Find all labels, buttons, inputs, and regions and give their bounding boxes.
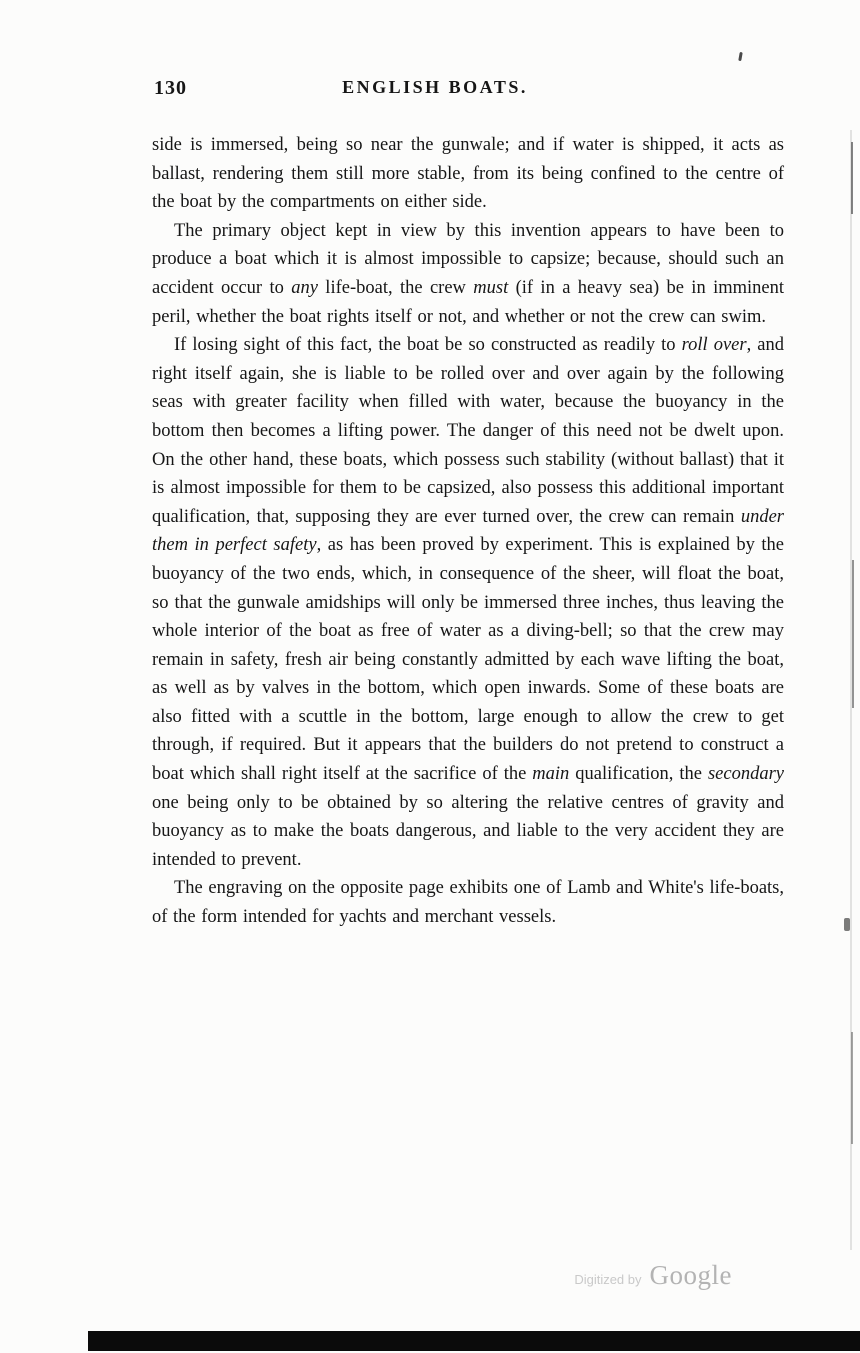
italic-text-run: roll over [681, 335, 747, 356]
scan-edge-mark-artifact [844, 918, 850, 931]
text-run: If losing sight of this fact, the boat be so constructed as readily to [174, 335, 682, 356]
text-run: one being only to be obtained by so altering the relative centres of gravity and buoyancy as to make the boats dangerous, and liable to the very accident they are intended to prevent. [152, 792, 784, 870]
body-text [152, 131, 784, 932]
italic-text-run: secondary [707, 764, 784, 785]
italic-text-run: must [473, 277, 509, 298]
paragraph [152, 874, 784, 931]
scan-black-bar [88, 1331, 860, 1351]
text-run: (if in a heavy sea) be in imminent peril, whether the boat rights itself or not, and whether or not the crew can swim. [152, 277, 784, 327]
scan-edge-mark-artifact [852, 560, 854, 708]
text-run: The engraving on the opposite page exhibits one of Lamb and White's life-boats, of the form intended for yachts and merchant vessels. [152, 878, 784, 928]
text-run: , as has been proved by experiment. This is explained by the buoyancy of the two ends, which, in consequence of the sheer, will float the boat, so that the gunwale amidships will only be immersed three inches, thus leaving the whole interior of the boat as free of water as a diving-bell; so that the crew may remain in safety, fresh air being constantly admitted by each wave lifting the boat, as well as by valves in the bottom, which open inwards. Some of these boats are also fitted with a scuttle in the bottom, large enough to allow the crew to get through, if required. But it appears that the builders do not pretend to construct a boat which shall right itself at the sacrifice of the [152, 535, 784, 785]
scan-speck-artifact [738, 52, 743, 61]
italic-text-run: any [291, 277, 318, 298]
text-run: , and right itself again, she is liable to be rolled over and over again by the following seas with greater facility when filled with water, because the buoyancy in the bottom then becomes a lifting power. The danger of this need not be dwelt upon. On the other hand, these boats, which possess such stability (without ballast) that it is almost impossible for them to be capsized, also possess this additional important qualification, that, supposing they are ever turned over, the crew can remain [152, 335, 785, 527]
digitized-by-label: Digitized by [574, 1272, 642, 1287]
italic-text-run: under them in perfect safety [152, 506, 784, 556]
running-title: ENGLISH BOATS. [342, 77, 528, 97]
text-run: life-boat, the crew [317, 277, 474, 298]
italic-text-run: main [532, 764, 570, 785]
paragraph [152, 331, 784, 874]
scan-edge-mark-artifact [851, 1032, 853, 1144]
text-run: qualification, the [569, 764, 708, 785]
page-header [152, 77, 784, 131]
digitized-watermark [574, 1260, 732, 1291]
text-block [152, 77, 784, 932]
google-logo: Google [649, 1260, 732, 1290]
paragraph [152, 217, 784, 331]
text-run: The primary object kept in view by this invention appears to have been to produce a boat which it is almost impossible to capsize; because, should such an accident occur to [152, 220, 784, 298]
page-number: 130 [154, 77, 187, 99]
paragraph [152, 131, 784, 217]
scan-edge-mark-artifact [851, 142, 853, 214]
text-run: side is immersed, being so near the gunwale; and if water is shipped, it acts as ballast, rendering them still more stable, from its being confined to the centre of the boat by the compartments on either side. [152, 135, 784, 213]
